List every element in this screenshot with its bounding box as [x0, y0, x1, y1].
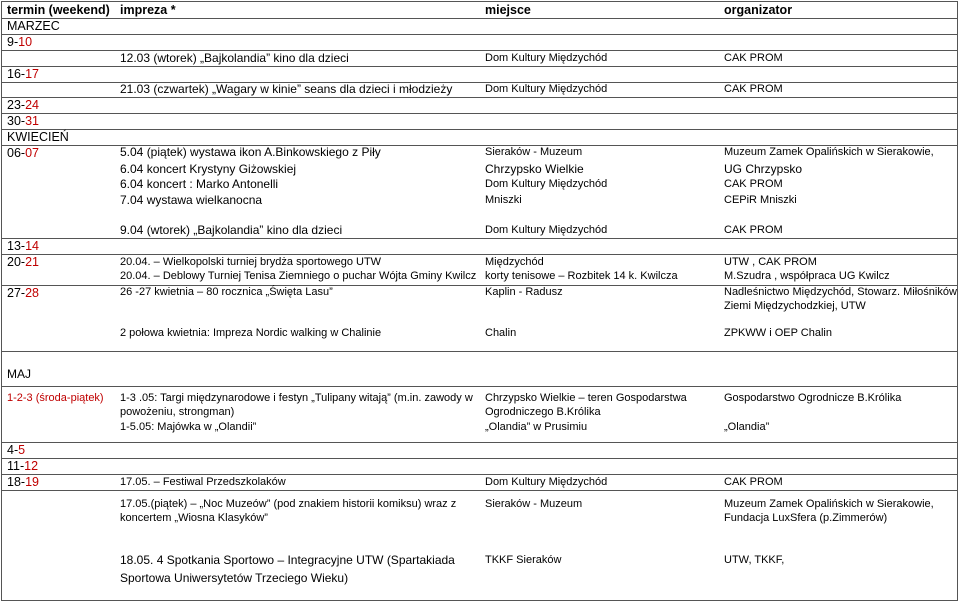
date-cell: 11-12 — [7, 459, 39, 473]
event-cell: 20.04. – Deblowy Turniej Tenisa Ziemniego o puchar Wójta Gminy Kwilcz — [120, 270, 477, 282]
event-cell-continued: Sportowa Uniwersytetów Trzeciego Wieku) — [120, 571, 349, 585]
header-date: termin (weekend) — [7, 3, 110, 17]
organizer-cell: „Olandia” — [724, 421, 770, 433]
place-cell: Międzychód — [485, 256, 544, 268]
event-cell: 20.04. – Wielkopolski turniej brydża sportowego UTW — [120, 256, 382, 268]
event-cell: 6.04 koncert : Marko Antonelli — [120, 177, 279, 191]
date-cell: 9-10 — [7, 35, 33, 49]
place-cell: Mniszki — [485, 194, 522, 206]
place-cell-continued: Ogrodniczego B.Królika — [485, 406, 601, 418]
organizer-cell: UG Chrzypsko — [724, 162, 803, 176]
place-cell: Chalin — [485, 327, 517, 339]
organizer-cell: Muzeum Zamek Opalińskich w Sierakowie, — [724, 146, 934, 158]
organizer-cell: CEPiR Mniszki — [724, 194, 797, 206]
date-cell: 20-21 — [7, 255, 39, 269]
organizer-cell: Gospodarstwo Ogrodnicze B.Królika — [724, 392, 902, 404]
place-cell: „Olandia” w Prusimiu — [485, 421, 588, 433]
place-cell: Kaplin - Radusz — [485, 286, 563, 298]
event-cell-continued: koncertem „Wiosna Klasyków” — [120, 512, 268, 524]
section-march: MARZEC — [7, 19, 60, 33]
place-cell: TKKF Sieraków — [485, 554, 562, 566]
event-cell: 6.04 koncert Krystyny Giżowskiej — [120, 162, 297, 176]
header-place: miejsce — [485, 3, 531, 17]
place-cell: Dom Kultury Międzychód — [485, 476, 608, 488]
place-cell: Chrzypsko Wielkie – teren Gospodarstwa — [485, 392, 687, 404]
header-event: impreza * — [120, 3, 176, 17]
date-cell: 30-31 — [7, 114, 39, 128]
organizer-cell: CAK PROM — [724, 224, 783, 236]
section-may: MAJ — [7, 367, 31, 381]
place-cell: Dom Kultury Międzychód — [485, 83, 608, 95]
organizer-cell: CAK PROM — [724, 83, 783, 95]
event-cell: 26 -27 kwietnia – 80 rocznica „Święta Lasu” — [120, 286, 333, 298]
section-april: KWIECIEŃ — [7, 130, 69, 144]
organizer-cell: CAK PROM — [724, 476, 783, 488]
organizer-cell: Muzeum Zamek Opalińskich w Sierakowie, — [724, 498, 934, 510]
place-cell: Sieraków - Muzeum — [485, 146, 583, 158]
organizer-cell: Ziemi Międzychodzkiej, UTW — [724, 300, 866, 312]
organizer-cell: Nadleśnictwo Międzychód, Stowarz. Miłośników — [724, 286, 957, 298]
date-cell: 13-14 — [7, 239, 39, 253]
organizer-cell: M.Szudra , współpraca UG Kwilcz — [724, 270, 890, 282]
event-cell: 5.04 (piątek) wystawa ikon A.Binkowskiego z Piły — [120, 145, 381, 159]
event-cell: 7.04 wystawa wielkanocna — [120, 193, 263, 207]
place-cell: Chrzypsko Wielkie — [485, 162, 584, 176]
event-cell-continued: powożeniu, strongman) — [120, 406, 235, 418]
organizer-cell: CAK PROM — [724, 52, 783, 64]
event-cell: 1-5.05: Majówka w „Olandii” — [120, 421, 257, 433]
event-cell: 2 połowa kwietnia: Impreza Nordic walking w Chalinie — [120, 327, 382, 339]
event-cell: 12.03 (wtorek) „Bajkolandia” kino dla dzieci — [120, 51, 349, 65]
place-cell: korty tenisowe – Rozbitek 14 k. Kwilcza — [485, 270, 678, 282]
place-cell: Sieraków - Muzeum — [485, 498, 583, 510]
event-cell: 17.05.(piątek) – „Noc Muzeów” (pod znakiem historii komiksu) wraz z — [120, 498, 457, 510]
organizer-cell: CAK PROM — [724, 178, 783, 190]
date-cell: 1-2-3 (środa-piątek) — [7, 392, 104, 404]
place-cell: Dom Kultury Międzychód — [485, 52, 608, 64]
place-cell: Dom Kultury Międzychód — [485, 178, 608, 190]
event-cell: 21.03 (czwartek) „Wagary w kinie” seans dla dzieci i młodzieży — [120, 82, 453, 96]
event-cell: 17.05. – Festiwal Przedszkolaków — [120, 476, 286, 488]
organizer-cell-continued: Fundacja LuxSfera (p.Zimmerów) — [724, 512, 888, 524]
date-cell: 06-07 — [7, 146, 39, 160]
organizer-cell: UTW, TKKF, — [724, 554, 785, 566]
date-cell: 4-5 — [7, 443, 26, 457]
header-organizer: organizator — [724, 3, 793, 17]
event-cell: 1-3 .05: Targi międzynarodowe i festyn „Tulipany witają” (m.in. zawody w — [120, 392, 473, 404]
place-cell: Dom Kultury Międzychód — [485, 224, 608, 236]
date-cell: 16-17 — [7, 67, 39, 81]
date-cell: 27-28 — [7, 286, 39, 300]
organizer-cell: UTW , CAK PROM — [724, 256, 817, 268]
event-cell: 18.05. 4 Spotkania Sportowo – Integracyjne UTW (Spartakiada — [120, 553, 455, 567]
date-cell: 18-19 — [7, 475, 39, 489]
event-cell: 9.04 (wtorek) „Bajkolandia” kino dla dzieci — [120, 223, 343, 237]
date-cell: 23-24 — [7, 98, 39, 112]
organizer-cell: ZPKWW i OEP Chalin — [724, 327, 832, 339]
